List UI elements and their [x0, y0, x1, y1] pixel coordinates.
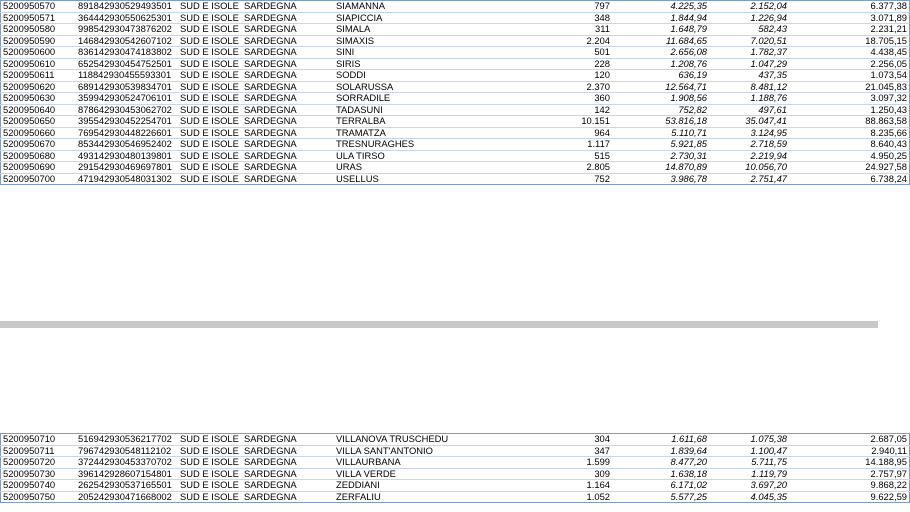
cell-id: 796742930548112102	[76, 445, 178, 457]
cell-value-4: 2.940,11	[789, 445, 910, 457]
cell-value-2: 1.648,79	[612, 24, 709, 36]
cell-value-3: 2.152,04	[709, 1, 789, 13]
cell-region: SARDEGNA	[242, 150, 334, 162]
cell-value-4: 14.188,95	[789, 457, 910, 469]
cell-value-4: 6.738,24	[789, 173, 910, 185]
cell-code: 5200950570	[1, 1, 77, 13]
cell-area: SUD E ISOLE	[178, 24, 242, 36]
cell-value-1: 501	[518, 47, 612, 59]
cell-value-2: 2.730,31	[612, 150, 709, 162]
cell-comune: SIAMANNA	[334, 1, 518, 13]
table-row	[1, 468, 910, 480]
cell-value-2: 1.839,64	[612, 445, 709, 457]
cell-code: 5200950710	[1, 434, 77, 446]
cell-code: 5200950580	[1, 24, 77, 36]
cell-comune: URAS	[334, 162, 518, 174]
cell-value-4: 21.045,83	[789, 81, 910, 93]
cell-area: SUD E ISOLE	[178, 434, 242, 446]
cell-value-2: 752,82	[612, 104, 709, 116]
cell-value-4: 2.687,05	[789, 434, 910, 446]
cell-value-1: 1.599	[518, 457, 612, 469]
cell-value-3: 1.782,37	[709, 47, 789, 59]
cell-value-1: 964	[518, 127, 612, 139]
cell-region: SARDEGNA	[242, 457, 334, 469]
cell-region: SARDEGNA	[242, 480, 334, 492]
cell-value-2: 5.921,85	[612, 139, 709, 151]
cell-value-1: 752	[518, 173, 612, 185]
cell-code: 5200950600	[1, 47, 77, 59]
cell-value-1: 228	[518, 58, 612, 70]
table-row	[1, 70, 910, 82]
table-row	[1, 116, 910, 128]
cell-region: SARDEGNA	[242, 139, 334, 151]
cell-value-3: 1.119,79	[709, 468, 789, 480]
cell-value-1: 360	[518, 93, 612, 105]
cell-value-4: 8.640,43	[789, 139, 910, 151]
table-row	[1, 104, 910, 116]
cell-code: 5200950740	[1, 480, 77, 492]
cell-value-3: 437,35	[709, 70, 789, 82]
cell-code: 5200950750	[1, 491, 77, 503]
cell-area: SUD E ISOLE	[178, 491, 242, 503]
cell-comune: VILLANOVA TRUSCHEDU	[334, 434, 518, 446]
cell-region: SARDEGNA	[242, 24, 334, 36]
cell-value-1: 309	[518, 468, 612, 480]
cell-value-2: 5.110,71	[612, 127, 709, 139]
table-row	[1, 434, 910, 446]
cell-value-4: 88.863,58	[789, 116, 910, 128]
cell-area: SUD E ISOLE	[178, 35, 242, 47]
cell-value-3: 1.226,94	[709, 12, 789, 24]
cell-region: SARDEGNA	[242, 70, 334, 82]
cell-value-3: 4.045,35	[709, 491, 789, 503]
cell-code: 5200950660	[1, 127, 77, 139]
cell-value-2: 5.577,25	[612, 491, 709, 503]
cell-region: SARDEGNA	[242, 1, 334, 13]
cell-value-3: 3.697,20	[709, 480, 789, 492]
cell-code: 5200950620	[1, 81, 77, 93]
cell-value-2: 6.171,02	[612, 480, 709, 492]
cell-code: 5200950611	[1, 70, 77, 82]
cell-code: 5200950610	[1, 58, 77, 70]
cell-code: 5200950680	[1, 150, 77, 162]
cell-id: 769542930448226601	[76, 127, 178, 139]
cell-area: SUD E ISOLE	[178, 445, 242, 457]
table-row	[1, 35, 910, 47]
cell-comune: USELLUS	[334, 173, 518, 185]
cell-value-2: 1.638,18	[612, 468, 709, 480]
cell-area: SUD E ISOLE	[178, 58, 242, 70]
cell-region: SARDEGNA	[242, 445, 334, 457]
cell-region: SARDEGNA	[242, 104, 334, 116]
cell-value-4: 6.377,38	[789, 1, 910, 13]
cell-value-3: 5.711,75	[709, 457, 789, 469]
cell-value-2: 2.656,08	[612, 47, 709, 59]
cell-code: 5200950650	[1, 116, 77, 128]
cell-id: 891842930529493501	[76, 1, 178, 13]
cell-comune: VILLAURBANA	[334, 457, 518, 469]
cell-value-3: 2.718,59	[709, 139, 789, 151]
cell-code: 5200950730	[1, 468, 77, 480]
cell-value-1: 515	[518, 150, 612, 162]
cell-area: SUD E ISOLE	[178, 116, 242, 128]
cell-value-4: 3.071,89	[789, 12, 910, 24]
cell-area: SUD E ISOLE	[178, 480, 242, 492]
cell-area: SUD E ISOLE	[178, 47, 242, 59]
cell-value-4: 9.622,59	[789, 491, 910, 503]
cell-value-1: 348	[518, 12, 612, 24]
cell-value-3: 8.481,12	[709, 81, 789, 93]
cell-code: 5200950630	[1, 93, 77, 105]
cell-region: SARDEGNA	[242, 12, 334, 24]
cell-code: 5200950690	[1, 162, 77, 174]
cell-area: SUD E ISOLE	[178, 12, 242, 24]
cell-value-2: 1.908,56	[612, 93, 709, 105]
cell-region: SARDEGNA	[242, 173, 334, 185]
cell-region: SARDEGNA	[242, 468, 334, 480]
table-row	[1, 58, 910, 70]
cell-comune: ULA TIRSO	[334, 150, 518, 162]
cell-value-1: 1.117	[518, 139, 612, 151]
table-row	[1, 445, 910, 457]
cell-code: 5200950711	[1, 445, 77, 457]
cell-code: 5200950670	[1, 139, 77, 151]
cell-comune: SIRIS	[334, 58, 518, 70]
table-row	[1, 81, 910, 93]
cell-region: SARDEGNA	[242, 58, 334, 70]
table-body-bottom	[1, 434, 910, 503]
cell-region: SARDEGNA	[242, 35, 334, 47]
cell-region: SARDEGNA	[242, 81, 334, 93]
cell-value-2: 1.208,76	[612, 58, 709, 70]
cell-comune: SIMALA	[334, 24, 518, 36]
cell-code: 5200950700	[1, 173, 77, 185]
cell-id: 205242930471668002	[76, 491, 178, 503]
cell-value-1: 142	[518, 104, 612, 116]
cell-area: SUD E ISOLE	[178, 468, 242, 480]
cell-id: 853442930546952402	[76, 139, 178, 151]
cell-value-1: 120	[518, 70, 612, 82]
cell-value-1: 1.052	[518, 491, 612, 503]
table-row	[1, 162, 910, 174]
cell-area: SUD E ISOLE	[178, 93, 242, 105]
cell-id: 262542930537165501	[76, 480, 178, 492]
cell-value-4: 3.097,32	[789, 93, 910, 105]
cell-area: SUD E ISOLE	[178, 127, 242, 139]
cell-value-2: 4.225,35	[612, 1, 709, 13]
cell-value-4: 24.927,58	[789, 162, 910, 174]
cell-value-1: 1.164	[518, 480, 612, 492]
cell-id: 372442930453370702	[76, 457, 178, 469]
cell-value-2: 3.986,78	[612, 173, 709, 185]
cell-value-1: 304	[518, 434, 612, 446]
cell-id: 836142930474183802	[76, 47, 178, 59]
cell-value-3: 1.075,38	[709, 434, 789, 446]
cell-value-3: 1.047,29	[709, 58, 789, 70]
cell-value-2: 636,19	[612, 70, 709, 82]
cell-value-1: 2.805	[518, 162, 612, 174]
cell-comune: SODDI	[334, 70, 518, 82]
cell-area: SUD E ISOLE	[178, 173, 242, 185]
cell-region: SARDEGNA	[242, 127, 334, 139]
municipality-table-bottom	[0, 433, 910, 503]
cell-value-4: 2.256,05	[789, 58, 910, 70]
cell-comune: VILLA VERDE	[334, 468, 518, 480]
table-row	[1, 47, 910, 59]
cell-id: 395542930452254701	[76, 116, 178, 128]
cell-value-3: 497,61	[709, 104, 789, 116]
table-body-top	[1, 1, 910, 185]
table-row	[1, 150, 910, 162]
cell-value-1: 2.204	[518, 35, 612, 47]
cell-area: SUD E ISOLE	[178, 70, 242, 82]
cell-comune: SINI	[334, 47, 518, 59]
cell-comune: SIAPICCIA	[334, 12, 518, 24]
cell-area: SUD E ISOLE	[178, 162, 242, 174]
table-row	[1, 93, 910, 105]
cell-value-4: 1.073,54	[789, 70, 910, 82]
cell-value-4: 2.757,97	[789, 468, 910, 480]
table-row	[1, 139, 910, 151]
cell-value-2: 12.564,71	[612, 81, 709, 93]
cell-comune: TRESNURAGHES	[334, 139, 518, 151]
cell-id: 689142930539834701	[76, 81, 178, 93]
cell-value-4: 1.250,43	[789, 104, 910, 116]
table-row	[1, 1, 910, 13]
cell-value-1: 347	[518, 445, 612, 457]
cell-value-2: 11.684,65	[612, 35, 709, 47]
cell-code: 5200950571	[1, 12, 77, 24]
cell-comune: ZEDDIANI	[334, 480, 518, 492]
cell-value-2: 8.477,20	[612, 457, 709, 469]
cell-region: SARDEGNA	[242, 434, 334, 446]
cell-region: SARDEGNA	[242, 93, 334, 105]
cell-area: SUD E ISOLE	[178, 81, 242, 93]
cell-id: 471942930548031302	[76, 173, 178, 185]
cell-comune: TADASUNI	[334, 104, 518, 116]
cell-id: 146842930542607102	[76, 35, 178, 47]
cell-region: SARDEGNA	[242, 162, 334, 174]
cell-value-3: 3.124,95	[709, 127, 789, 139]
page-divider	[0, 321, 878, 328]
cell-code: 5200950720	[1, 457, 77, 469]
table-row	[1, 24, 910, 36]
cell-value-3: 7.020,51	[709, 35, 789, 47]
cell-value-2: 1.844,94	[612, 12, 709, 24]
cell-value-3: 10.056,70	[709, 162, 789, 174]
cell-value-2: 53.816,18	[612, 116, 709, 128]
cell-area: SUD E ISOLE	[178, 457, 242, 469]
cell-value-3: 2.219,94	[709, 150, 789, 162]
cell-value-4: 2.231,21	[789, 24, 910, 36]
cell-region: SARDEGNA	[242, 116, 334, 128]
table-row	[1, 457, 910, 469]
cell-value-3: 35.047,41	[709, 116, 789, 128]
cell-value-1: 797	[518, 1, 612, 13]
cell-id: 878642930453062702	[76, 104, 178, 116]
cell-area: SUD E ISOLE	[178, 1, 242, 13]
cell-id: 998542930473876202	[76, 24, 178, 36]
cell-value-4: 18.705,15	[789, 35, 910, 47]
cell-id: 652542930454752501	[76, 58, 178, 70]
cell-value-1: 10.151	[518, 116, 612, 128]
cell-value-3: 582,43	[709, 24, 789, 36]
cell-id: 359942930524706101	[76, 93, 178, 105]
cell-area: SUD E ISOLE	[178, 104, 242, 116]
table-row	[1, 127, 910, 139]
cell-area: SUD E ISOLE	[178, 150, 242, 162]
table-row	[1, 12, 910, 24]
cell-id: 516942930536217702	[76, 434, 178, 446]
cell-area: SUD E ISOLE	[178, 139, 242, 151]
cell-region: SARDEGNA	[242, 491, 334, 503]
cell-id: 493142930480139801	[76, 150, 178, 162]
cell-region: SARDEGNA	[242, 47, 334, 59]
cell-value-2: 1.611,68	[612, 434, 709, 446]
cell-code: 5200950640	[1, 104, 77, 116]
cell-comune: SOLARUSSA	[334, 81, 518, 93]
cell-value-1: 2.370	[518, 81, 612, 93]
cell-id: 364442930550625301	[76, 12, 178, 24]
cell-value-3: 2.751,47	[709, 173, 789, 185]
cell-comune: TERRALBA	[334, 116, 518, 128]
cell-code: 5200950590	[1, 35, 77, 47]
table-row	[1, 491, 910, 503]
cell-value-4: 4.438,45	[789, 47, 910, 59]
cell-value-2: 14.870,89	[612, 162, 709, 174]
table-row	[1, 480, 910, 492]
table-row	[1, 173, 910, 185]
municipality-table-top	[0, 0, 910, 185]
cell-id: 396142928607154801	[76, 468, 178, 480]
cell-value-4: 8.235,66	[789, 127, 910, 139]
cell-comune: TRAMATZA	[334, 127, 518, 139]
cell-comune: VILLA SANT'ANTONIO	[334, 445, 518, 457]
cell-value-4: 9.868,22	[789, 480, 910, 492]
cell-value-1: 311	[518, 24, 612, 36]
cell-comune: SIMAXIS	[334, 35, 518, 47]
cell-id: 118842930455593301	[76, 70, 178, 82]
cell-comune: SORRADILE	[334, 93, 518, 105]
cell-value-4: 4.950,25	[789, 150, 910, 162]
cell-value-3: 1.188,76	[709, 93, 789, 105]
cell-id: 291542930469697801	[76, 162, 178, 174]
cell-value-3: 1.100,47	[709, 445, 789, 457]
cell-comune: ZERFALIU	[334, 491, 518, 503]
